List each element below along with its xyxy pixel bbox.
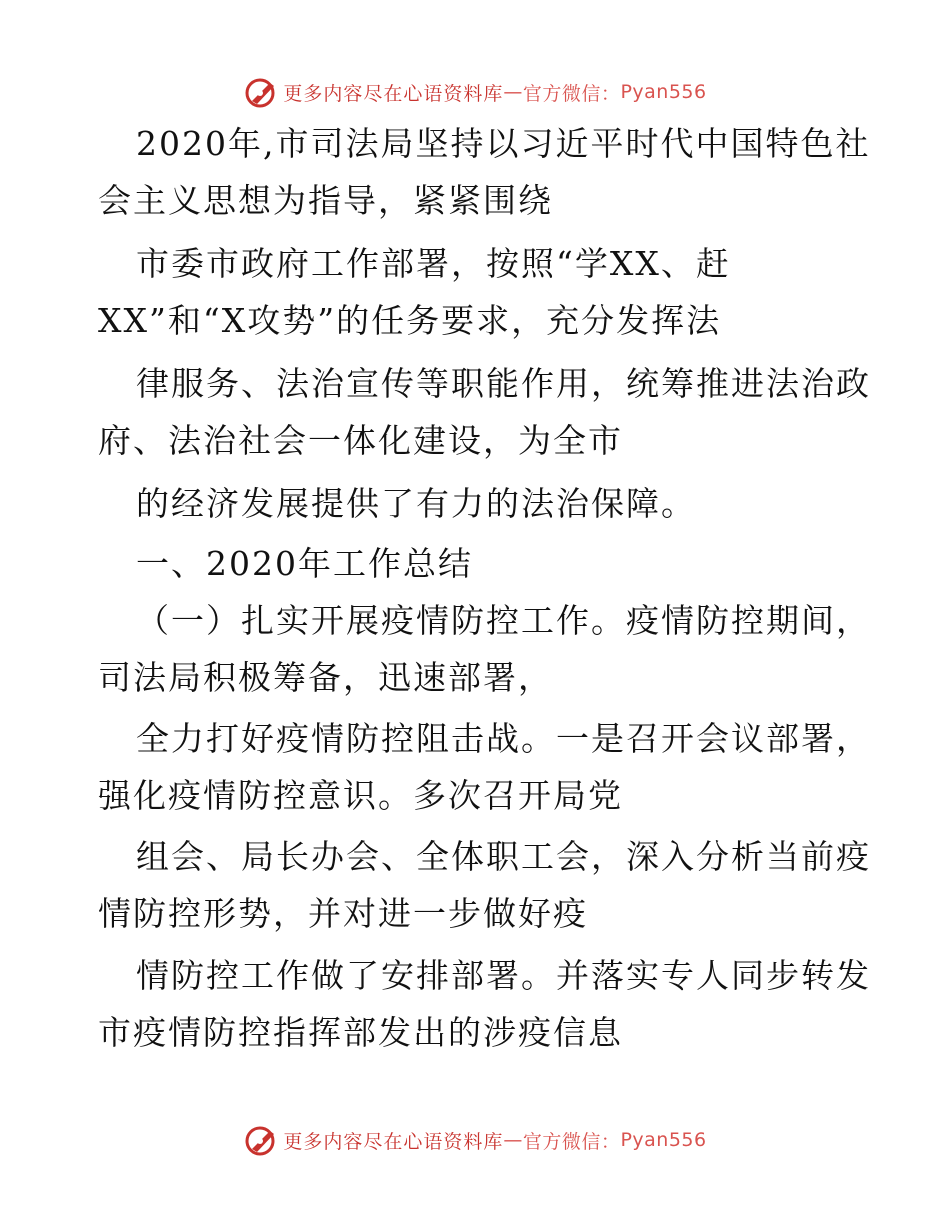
- body-line: 府、法治社会一体化建设，为全市: [98, 421, 623, 460]
- body-line: XX”和“X攻势”的任务要求，充分发挥法: [98, 301, 722, 340]
- body-line: 情防控工作做了安排部署。并落实专人同步转发: [136, 956, 871, 995]
- subsection-heading: （一）扎实开展疫情防控工作。疫情防控期间，: [136, 601, 871, 640]
- body-line: 市委市政府工作部署，按照“学XX、赶: [136, 244, 731, 283]
- body-line: 会主义思想为指导，紧紧围绕: [98, 181, 553, 220]
- banner-site-text: 更多内容尽在心语资料库: [283, 1130, 504, 1153]
- banner-site-text: 更多内容尽在心语资料库: [283, 82, 504, 105]
- body-line: 全力打好疫情防控阻击战。一是召开会议部署，: [136, 719, 871, 758]
- pen-logo-icon: [243, 74, 279, 110]
- body-line: 组会、局长办会、全体职工会，深入分析当前疫: [136, 837, 871, 876]
- header-banner: [0, 72, 950, 112]
- body-line: 司法局积极筹备，迅速部署，: [98, 658, 553, 697]
- banner-colon: ：: [600, 82, 621, 105]
- banner-wechat-id: Pyan556: [620, 81, 707, 103]
- body-line: 强化疫情防控意识。多次召开局党: [98, 776, 623, 815]
- footer-banner: [0, 1120, 950, 1160]
- banner-dash: —: [503, 1129, 523, 1151]
- banner-colon: ：: [600, 1130, 621, 1153]
- body-line: 律服务、法治宣传等职能作用，统筹推进法治政: [136, 364, 871, 403]
- body-line: 2020年,市司法局坚持以习近平时代中国特色社: [136, 124, 871, 163]
- pen-logo-icon: [243, 1122, 279, 1158]
- body-line: 情防控形势，并对进一步做好疫: [98, 894, 588, 933]
- body-line: 市疫情防控指挥部发出的涉疫信息: [98, 1013, 623, 1052]
- body-line: 的经济发展提供了有力的法治保障。: [136, 484, 696, 523]
- banner-dash: —: [503, 81, 523, 103]
- banner-wechat-label: 官方微信: [522, 1130, 601, 1153]
- section-heading: 一、2020年工作总结: [136, 544, 473, 583]
- banner-wechat-label: 官方微信: [522, 82, 601, 105]
- banner-wechat-id: Pyan556: [620, 1129, 707, 1151]
